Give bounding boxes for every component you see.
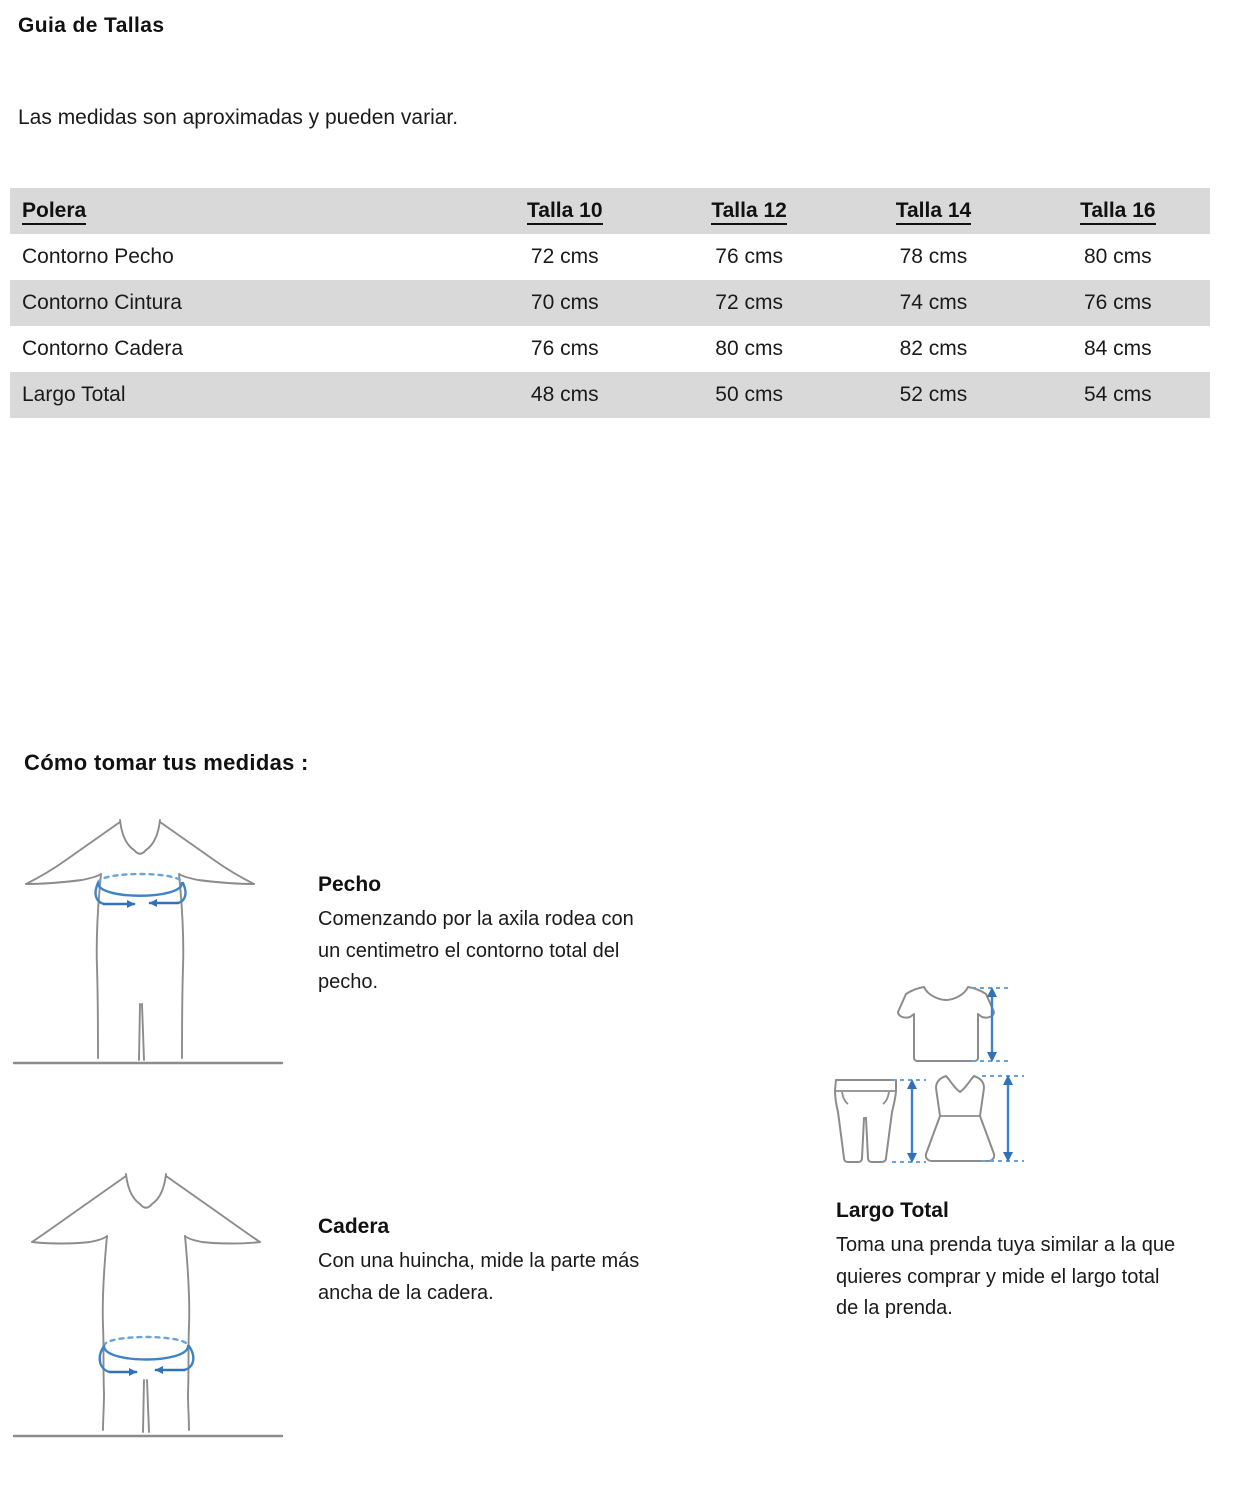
table-row — [10, 326, 1210, 372]
measure-body-hip: Con una huincha, mide la parte más ancha de la cadera. — [318, 1250, 640, 1304]
table-header-cell-garment — [10, 188, 473, 234]
measures-section-title: Cómo tomar tus medidas : — [24, 750, 309, 775]
table-header-row — [10, 188, 1210, 234]
dress-icon — [926, 1076, 994, 1161]
table-header-label: Talla 14 — [896, 199, 972, 225]
table-row — [10, 234, 1210, 280]
table-header-cell-size-10 — [473, 188, 657, 234]
table-header-cell-size-14 — [841, 188, 1025, 234]
measure-block-length — [836, 1198, 1186, 1325]
measure-title-hip: Cadera — [318, 1215, 390, 1238]
row-value: 76 cms — [530, 337, 599, 360]
page-subtitle: Las medidas son aproximadas y pueden variar. — [18, 106, 459, 129]
table-header-cell-size-12 — [657, 188, 841, 234]
measuring-tape-ellipse-icon — [100, 1337, 194, 1376]
measure-block-hip — [318, 1214, 648, 1309]
page-title: Guia de Tallas — [18, 14, 165, 37]
double-arrow-vertical-icon — [892, 1079, 926, 1163]
pants-icon — [835, 1080, 896, 1162]
row-value: 76 cms — [715, 245, 783, 268]
row-value: 52 cms — [899, 383, 968, 406]
row-value: 72 cms — [530, 245, 599, 268]
table-header-cell-size-16 — [1026, 188, 1210, 234]
measure-body-chest: Comenzando por la axila rodea con un centimetro el contorno total del pecho. — [318, 908, 634, 994]
table-header-label: Talla 10 — [527, 199, 603, 225]
garment-length-illustration — [822, 972, 1062, 1172]
row-value: 48 cms — [530, 383, 599, 406]
row-label: Contorno Pecho — [22, 245, 174, 268]
row-value: 72 cms — [715, 291, 783, 314]
row-value: 54 cms — [1083, 383, 1152, 406]
row-value: 82 cms — [899, 337, 968, 360]
row-value: 74 cms — [899, 291, 968, 314]
measure-title-length: Largo Total — [836, 1199, 949, 1222]
tshirt-icon — [898, 987, 994, 1061]
row-value: 80 cms — [715, 337, 783, 360]
torso-front-chest-icon — [8, 808, 308, 1078]
row-value: 84 cms — [1083, 337, 1152, 360]
table-header-label: Talla 12 — [711, 199, 787, 225]
row-value: 50 cms — [715, 383, 783, 406]
size-guide-table — [10, 188, 1210, 418]
table-row — [10, 372, 1210, 418]
row-value: 70 cms — [530, 291, 599, 314]
measure-body-length: Toma una prenda tuya similar a la que quieres comprar y mide el largo total de la prenda. — [836, 1234, 1176, 1320]
row-value: 80 cms — [1083, 245, 1152, 268]
table-header-label: Polera — [22, 199, 86, 225]
double-arrow-vertical-icon — [982, 1075, 1024, 1162]
table-row — [10, 280, 1210, 326]
measure-block-chest — [318, 872, 658, 999]
row-label: Largo Total — [22, 383, 126, 406]
row-label: Contorno Cintura — [22, 291, 182, 314]
table-header-label: Talla 16 — [1080, 199, 1156, 225]
row-value: 78 cms — [899, 245, 968, 268]
measuring-tape-ellipse-icon — [96, 874, 186, 908]
torso-front-hip-icon — [8, 1148, 308, 1448]
measure-title-chest: Pecho — [318, 873, 382, 896]
row-label: Contorno Cadera — [22, 337, 184, 360]
row-value: 76 cms — [1083, 291, 1152, 314]
